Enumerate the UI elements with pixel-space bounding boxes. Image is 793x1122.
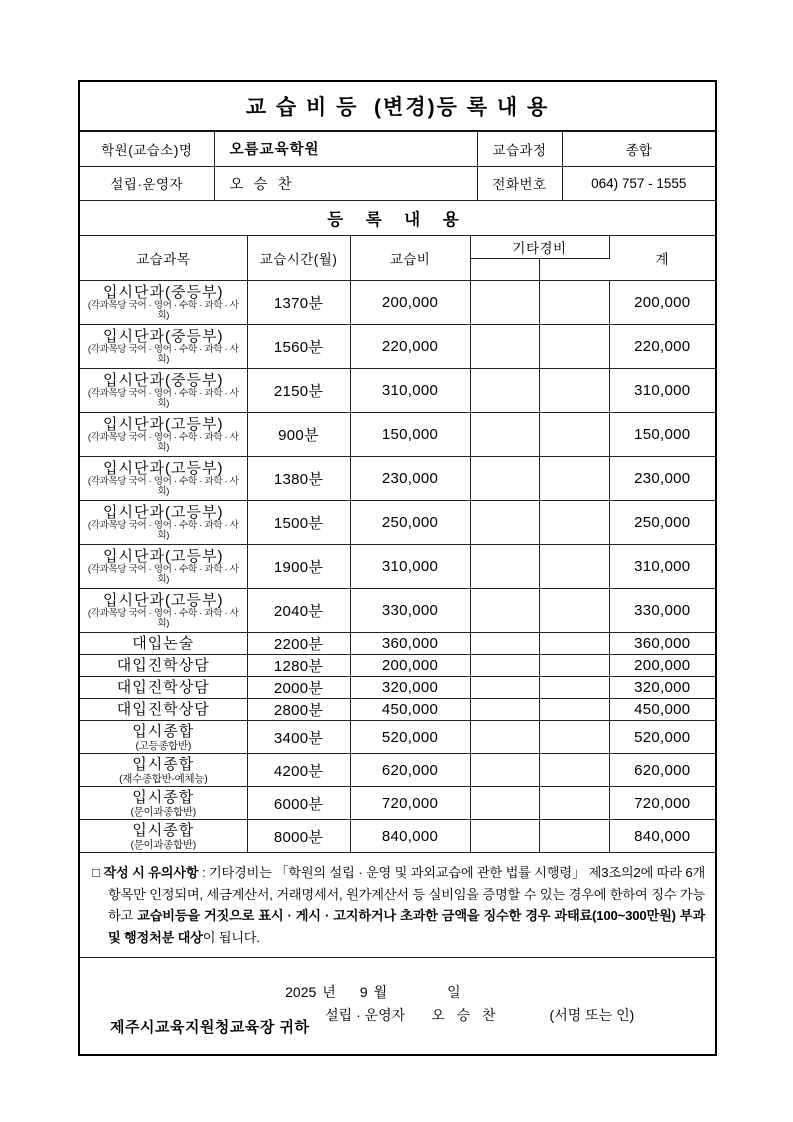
header-fee: 교습비 [350, 236, 470, 281]
sig-year: 2025 [285, 984, 317, 1000]
time-cell: 900분 [247, 413, 350, 457]
subject-note: (각과목당 국어 · 영어 · 수학 · 과학 · 사회) [87, 607, 239, 629]
other-expense-cell-1 [470, 677, 539, 699]
notice-paragraph [80, 853, 715, 958]
fee-cell: 720,000 [350, 787, 470, 820]
other-expense-cell-2 [539, 545, 609, 589]
total-cell: 520,000 [609, 721, 715, 754]
total-cell: 620,000 [609, 754, 715, 787]
notice-segment: 이 됩니다. [202, 929, 260, 945]
other-expense-cell-2 [539, 325, 609, 369]
other-expense-cell-1 [470, 721, 539, 754]
owner-value: 오 승 찬 [214, 166, 477, 200]
fee-cell: 220,000 [350, 325, 470, 369]
total-cell: 720,000 [609, 787, 715, 820]
fee-cell: 200,000 [350, 281, 470, 325]
fee-cell: 840,000 [350, 820, 470, 853]
table-row [80, 677, 715, 699]
sig-month: 9 [359, 984, 368, 1000]
seal-note: (서명 또는 인) [549, 1007, 635, 1023]
phone-label: 전화번호 [477, 166, 562, 200]
subject-name: 입시단과(고등부) [103, 415, 224, 433]
signature-signer-line [294, 989, 634, 1041]
table-row [80, 589, 715, 633]
time-cell: 8000분 [247, 820, 350, 853]
fee-cell: 150,000 [350, 413, 470, 457]
header-subject: 교습과목 [80, 236, 247, 281]
fee-cell: 450,000 [350, 699, 470, 721]
subject-note: (고등종합반) [135, 739, 192, 752]
other-expense-cell-2 [539, 820, 609, 853]
subject-note: (각과목당 국어 · 영어 · 수학 · 과학 · 사회) [87, 563, 239, 585]
info-row-owner [80, 166, 715, 200]
other-expense-cell-1 [470, 501, 539, 545]
other-expense-cell-2 [539, 501, 609, 545]
total-cell: 360,000 [609, 633, 715, 655]
recipient-line: 제주시교육지원청교육장 귀하 [110, 1019, 310, 1036]
subject-name: 입시단과(중등부) [103, 327, 224, 345]
time-cell: 1500분 [247, 501, 350, 545]
other-expense-cell-2 [539, 754, 609, 787]
subject-name: 대입진학상담 [116, 701, 210, 718]
time-cell: 1560분 [247, 325, 350, 369]
header-other-sub-1 [470, 259, 539, 281]
subject-note: (문이과종합반) [130, 805, 196, 818]
subject-name: 대입논술 [132, 635, 195, 652]
fee-table-body [80, 281, 715, 853]
subject-name: 입시단과(고등부) [103, 547, 224, 565]
sig-day-label: 일 [447, 984, 461, 1000]
subject-note: (각과목당 국어 · 영어 · 수학 · 과학 · 사회) [87, 475, 239, 497]
total-cell: 250,000 [609, 501, 715, 545]
subject-note: (각과목당 국어 · 영어 · 수학 · 과학 · 사회) [87, 519, 239, 541]
subject-name: 입시단과(고등부) [103, 459, 224, 477]
other-expense-cell-2 [539, 589, 609, 633]
table-row [80, 787, 715, 820]
other-expense-cell-1 [470, 457, 539, 501]
total-cell: 310,000 [609, 369, 715, 413]
other-expense-cell-1 [470, 413, 539, 457]
time-cell: 1280분 [247, 655, 350, 677]
total-cell: 330,000 [609, 589, 715, 633]
table-row [80, 501, 715, 545]
notice-segment: 교습비등을 거짓으로 표시 · 게시 · 고지하거나 초과한 금액을 징수한 경우 과태료(100~300만원) 부과 및 행정처분 대상 [108, 908, 706, 945]
time-cell: 2040분 [247, 589, 350, 633]
signer-name: 오 승 찬 [431, 1007, 500, 1023]
table-row [80, 369, 715, 413]
table-row [80, 325, 715, 369]
table-row [80, 820, 715, 853]
subject-note: (각과목당 국어 · 영어 · 수학 · 과학 · 사회) [87, 299, 239, 321]
subject-note: (각과목당 국어 · 영어 · 수학 · 과학 · 사회) [87, 343, 239, 365]
subject-name: 입시단과(중등부) [103, 283, 224, 301]
time-cell: 3400분 [247, 721, 350, 754]
header-total: 계 [609, 236, 715, 281]
other-expense-cell-1 [470, 633, 539, 655]
table-row [80, 281, 715, 325]
other-expense-cell-1 [470, 281, 539, 325]
subject-name: 입시종합 [132, 755, 195, 773]
fee-cell: 310,000 [350, 545, 470, 589]
subject-note: (재수종합반-예체능) [119, 772, 208, 785]
time-cell: 2200분 [247, 633, 350, 655]
subject-name: 대입진학상담 [116, 657, 210, 674]
subject-name: 입시단과(고등부) [103, 503, 224, 521]
total-cell: 450,000 [609, 699, 715, 721]
total-cell: 840,000 [609, 820, 715, 853]
info-row-name [80, 132, 715, 166]
phone-value: 064) 757 - 1555 [562, 166, 715, 200]
total-cell: 150,000 [609, 413, 715, 457]
table-row [80, 633, 715, 655]
other-expense-cell-1 [470, 545, 539, 589]
total-cell: 230,000 [609, 457, 715, 501]
other-expense-cell-2 [539, 699, 609, 721]
fee-cell: 620,000 [350, 754, 470, 787]
other-expense-cell-2 [539, 369, 609, 413]
fee-cell: 520,000 [350, 721, 470, 754]
header-time: 교습시간(월) [247, 236, 350, 281]
time-cell: 1370분 [247, 281, 350, 325]
total-cell: 220,000 [609, 325, 715, 369]
table-row [80, 655, 715, 677]
fee-table-header [80, 236, 715, 259]
other-expense-cell-2 [539, 281, 609, 325]
total-cell: 200,000 [609, 655, 715, 677]
total-cell: 320,000 [609, 677, 715, 699]
form-title: 교 습 비 등 (변경)등 록 내 용 [80, 82, 715, 132]
header-other-sub-2 [539, 259, 609, 281]
fee-cell: 310,000 [350, 369, 470, 413]
total-cell: 310,000 [609, 545, 715, 589]
subject-name: 입시종합 [132, 788, 195, 806]
fee-cell: 360,000 [350, 633, 470, 655]
academy-info-table [80, 132, 715, 201]
other-expense-cell-2 [539, 457, 609, 501]
notice-segment: □ 작성 시 유의사항 [92, 865, 199, 880]
table-row [80, 754, 715, 787]
academy-name-label: 학원(교습소)명 [80, 132, 214, 166]
other-expense-cell-2 [539, 721, 609, 754]
subject-name: 입시종합 [132, 722, 195, 740]
other-expense-cell-2 [539, 633, 609, 655]
other-expense-cell-1 [470, 787, 539, 820]
subject-name: 입시단과(중등부) [103, 371, 224, 389]
other-expense-cell-1 [470, 369, 539, 413]
signature-area [80, 958, 715, 1054]
header-other-expense: 기타경비 [470, 236, 609, 259]
time-cell: 1900분 [247, 545, 350, 589]
subject-note: (각과목당 국어 · 영어 · 수학 · 과학 · 사회) [87, 431, 239, 453]
fee-cell: 200,000 [350, 655, 470, 677]
course-label: 교습과정 [477, 132, 562, 166]
fee-cell: 230,000 [350, 457, 470, 501]
fee-cell: 330,000 [350, 589, 470, 633]
notice-segment: : 기타경비는 「학원의 설립 · 운영 및 과외교습에 관한 법률 시행령」 제3조의2에 따라 6개 항목만 인정되며, 세금계산서, 거래명세서, 원가계산서 등 실비임을 증명할 수 있는 경우에 한하여 징수 가능하고 [108, 865, 705, 923]
table-row [80, 457, 715, 501]
table-row [80, 413, 715, 457]
table-row [80, 699, 715, 721]
fee-cell: 320,000 [350, 677, 470, 699]
course-value: 종합 [562, 132, 715, 166]
owner-label: 설립·운영자 [80, 166, 214, 200]
other-expense-cell-2 [539, 413, 609, 457]
other-expense-cell-1 [470, 820, 539, 853]
subject-name: 입시종합 [132, 821, 195, 839]
registration-form [78, 80, 717, 1056]
subject-note: (문이과종합반) [130, 838, 196, 851]
subject-name: 입시단과(고등부) [103, 591, 224, 609]
time-cell: 6000분 [247, 787, 350, 820]
time-cell: 2150분 [247, 369, 350, 413]
time-cell: 2000분 [247, 677, 350, 699]
academy-name-value: 오름교육학원 [214, 132, 477, 166]
subject-name: 대입진학상담 [116, 679, 210, 696]
time-cell: 2800분 [247, 699, 350, 721]
total-cell: 200,000 [609, 281, 715, 325]
other-expense-cell-1 [470, 699, 539, 721]
other-expense-cell-2 [539, 787, 609, 820]
other-expense-cell-2 [539, 677, 609, 699]
time-cell: 4200분 [247, 754, 350, 787]
section-title: 등 록 내 용 [80, 201, 715, 236]
signer-label: 설립 · 운영자 [325, 1007, 406, 1023]
sig-year-label: 년 [322, 984, 336, 1000]
other-expense-cell-2 [539, 655, 609, 677]
other-expense-cell-1 [470, 754, 539, 787]
time-cell: 1380분 [247, 457, 350, 501]
fee-table [80, 236, 715, 854]
sig-month-label: 월 [373, 984, 388, 1000]
other-expense-cell-1 [470, 655, 539, 677]
other-expense-cell-1 [470, 589, 539, 633]
other-expense-cell-1 [470, 325, 539, 369]
fee-cell: 250,000 [350, 501, 470, 545]
subject-note: (각과목당 국어 · 영어 · 수학 · 과학 · 사회) [87, 387, 239, 409]
table-row [80, 545, 715, 589]
table-row [80, 721, 715, 754]
